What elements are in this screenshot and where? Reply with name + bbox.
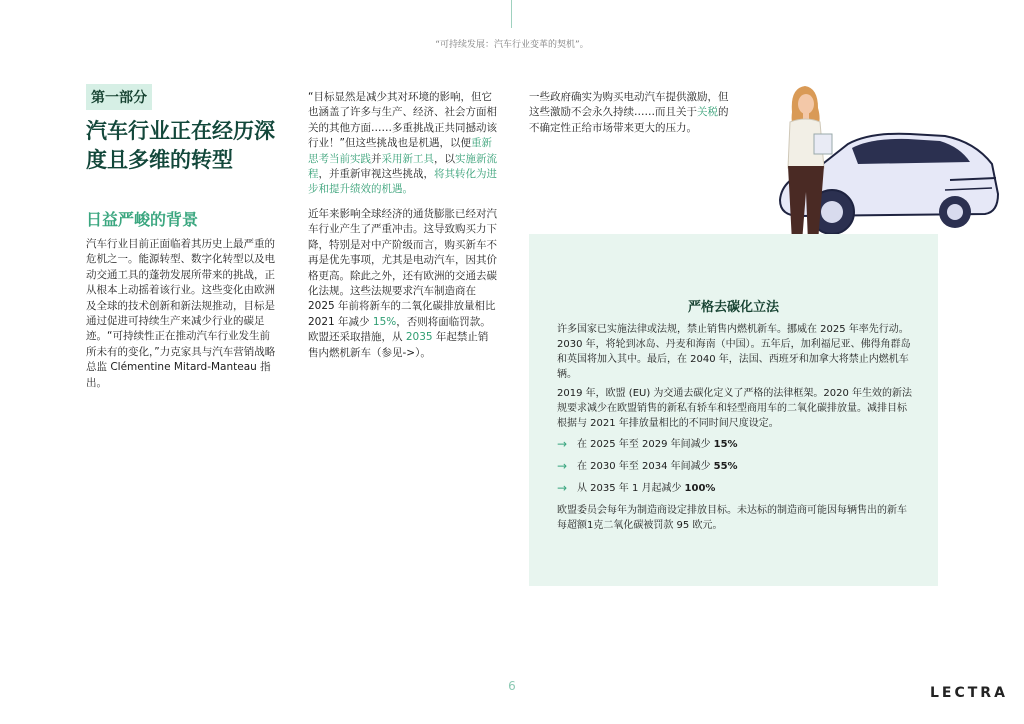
- box-content: [557, 322, 913, 537]
- bullet-value: 55%: [713, 461, 738, 472]
- highlight-value: 15%: [372, 315, 397, 328]
- bullet-text: 在 2025 年至 2029 年间减少: [577, 439, 711, 450]
- target-bullet: [557, 459, 913, 474]
- quote-highlight: 采用新工具: [381, 152, 434, 165]
- box-paragraph: 欧盟委员会每年为制造商设定排放目标。未达标的制造商可能因每辆售出的新车每超额1克二氧化碳被罚款 95 欧元。: [557, 505, 907, 531]
- page-number: 6: [508, 679, 516, 693]
- page-title: 汽车行业正在经历深度且多维的转型: [86, 119, 275, 172]
- decarbonization-box: [529, 234, 938, 586]
- paragraph-text: 近年来影响全球经济的通货膨胀已经对汽车行业产生了严重冲击。这导致购买力下降，特别是对中产阶级而言，购买新车不再是优先事项，尤其是电动汽车，因其价格更高。除此之外，还有欧洲的交通去碳化法规。这些法规要求汽车制造商在 2025 年前将新车的二氧化碳排放量相比 2021 年减少: [308, 208, 497, 328]
- highlight-value: 2035: [405, 331, 433, 344]
- quote-highlight: 将其转化为进步和提升绩效的机遇。: [308, 168, 497, 196]
- paragraph-text: 年起禁止销售内燃机新车（参见->）。: [308, 331, 489, 359]
- paragraph-text: ，否则将面临罚款。欧盟还采取措施，从: [308, 315, 491, 344]
- header-divider: [511, 0, 512, 28]
- box-paragraph: 许多国家已实施法律或法规，禁止销售内燃机新车。挪威在 2025 年率先行动。2030 年，将轮到冰岛、丹麦和海南（中国）。五年后，加利福尼亚、佛得角群岛和英国将加入其中。最后，在 2040 年，法国、西班牙和加拿大将禁止内燃机车辆。: [557, 324, 911, 380]
- quote-text: ，并重新审视这些挑战，: [318, 168, 434, 181]
- box-paragraph: 2019 年，欧盟 (EU) 为交通去碳化定义了严格的法律框架。2020 年生效的新法规要求减少在欧盟销售的新私有轿车和轻型商用车的二氧化碳排放量。减排目标根据与 2021 年排放量相比的不同时间尺度设定。: [557, 388, 913, 429]
- target-bullet: [557, 437, 913, 452]
- quote-highlight: 重新思考当前实践: [308, 137, 492, 165]
- bullet-text: 在 2030 年至 2034 年间减少: [577, 461, 711, 472]
- bullet-value: 100%: [684, 483, 716, 494]
- part-label: 第一部分: [86, 84, 152, 110]
- running-header: “可持续发展：汽车行业变革的契机”。: [435, 40, 589, 50]
- arrow-right-icon: →: [557, 437, 568, 451]
- incentives-paragraph: [529, 90, 729, 136]
- intro-paragraph: 汽车行业目前正面临着其历史上最严重的危机之一。能源转型、数字化转型以及电动交通工具的蓬勃发展所带来的挑战，正从根本上动摇着该行业。这些变化由欧洲及全球的技术创新和新法规推动，目标是通过促进可持续生产来减少行业的碳足迹。“可持续性正在推动汽车行业发生前所未有的变化，”力克家具与汽车营销战略总监 Clémentine Mitard-Manteau 指出。: [86, 238, 276, 389]
- arrow-right-icon: →: [557, 459, 568, 473]
- quote-highlight: 实施新流程: [308, 152, 497, 181]
- inflation-paragraph: [308, 207, 498, 361]
- target-bullet: [557, 481, 913, 496]
- quote-text: 并: [371, 152, 382, 165]
- quote-text: ，以: [434, 152, 455, 165]
- arrow-right-icon: →: [557, 481, 568, 495]
- section-subtitle: 日益严峻的背景: [86, 210, 199, 229]
- highlight-link[interactable]: 关税: [697, 106, 718, 119]
- lectra-logo: LECTRA: [930, 685, 1008, 701]
- quote-text: “目标显然是减少其对环境的影响，但它也涵盖了许多与生产、经济、社会方面相关的其他方面……多重挑战正共同撼动该行业！”但这些挑战也是机遇，以便: [308, 91, 497, 150]
- bullet-text: 从 2035 年 1 月起减少: [577, 483, 682, 494]
- box-title: 严格去碳化立法: [687, 300, 779, 315]
- bullet-value: 15%: [713, 439, 738, 450]
- quote-paragraph: [308, 90, 498, 198]
- paragraph-text: 一些政府确实为购买电动汽车提供激励，但这些激励不会永久持续……而且关于: [529, 91, 729, 119]
- paragraph-text: 的不确定性正给市场带来更大的压力。: [529, 106, 729, 134]
